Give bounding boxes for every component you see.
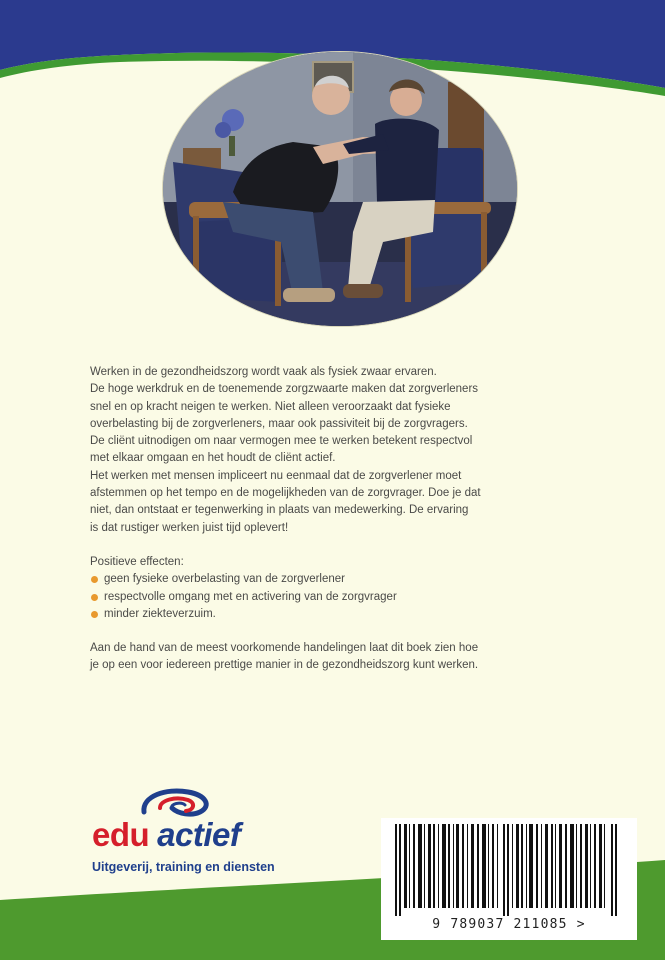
list-item	[90, 571, 610, 588]
publisher-logo	[88, 786, 328, 876]
blurb-line: De hoge werkdruk en de toenemende zorgzwaarte maken dat zorgverleners	[90, 383, 479, 396]
list-item	[90, 589, 610, 606]
blurb-line: overbelasting bij de zorgverleners, maar ook passiviteit bij de zorgvragers.	[90, 417, 468, 430]
list-item	[90, 606, 610, 623]
barcode-bars	[391, 824, 627, 916]
blurb-line: De cliënt uitnodigen om naar vermogen mee te werken betekent respectvol	[90, 435, 473, 448]
caregiver-client-photo	[163, 52, 517, 326]
isbn-barcode	[381, 818, 637, 940]
bullet-icon	[91, 611, 98, 618]
closing-line: je op een voor iedereen prettige manier in de gezondheidszorg kunt werken.	[90, 659, 479, 672]
effects-list	[90, 571, 610, 623]
blurb-line: niet, dan ontstaat er tegenwerking in plaats van medewerking. De ervaring	[90, 504, 469, 517]
effect-text: geen fysieke overbelasting van de zorgverlener	[104, 573, 346, 586]
effect-text: respectvolle omgang met en activering van de zorgvrager	[104, 590, 397, 603]
effect-text: minder ziekteverzuim.	[104, 607, 216, 620]
cover-photo	[163, 52, 517, 326]
blurb-line: met elkaar omgaan en het houdt de cliënt actief.	[90, 452, 336, 465]
isbn-digits: 9 789037 211085 >	[432, 917, 586, 932]
effects-heading: Positieve effecten:	[90, 555, 184, 568]
blurb-line: Werken in de gezondheidszorg wordt vaak als fysiek zwaar ervaren.	[90, 366, 437, 378]
brand-part-actief: actief	[157, 816, 241, 853]
blurb-line: is dat rustiger werken juist tijd oplevert!	[90, 521, 289, 534]
closing-line: Aan de hand van de meest voorkomende handelingen laat dit boek zien hoe	[90, 642, 479, 655]
bullet-icon	[91, 576, 98, 583]
blurb-line: snel en op kracht neigen te werken. Niet alleen veroorzaakt dat fysieke	[90, 400, 451, 413]
bullet-icon	[91, 594, 98, 601]
publisher-tagline: Uitgeverij, training en diensten	[92, 860, 275, 874]
back-cover-blurb	[90, 364, 610, 675]
blurb-line: Het werken met mensen impliceert nu eenmaal dat de zorgverlener moet	[90, 469, 462, 482]
brand-part-edu: edu	[92, 816, 150, 853]
blurb-line: afstemmen op het tempo en de mogelijkheden van de zorgvrager. Doe je dat	[90, 487, 481, 500]
brand-name	[92, 816, 240, 854]
